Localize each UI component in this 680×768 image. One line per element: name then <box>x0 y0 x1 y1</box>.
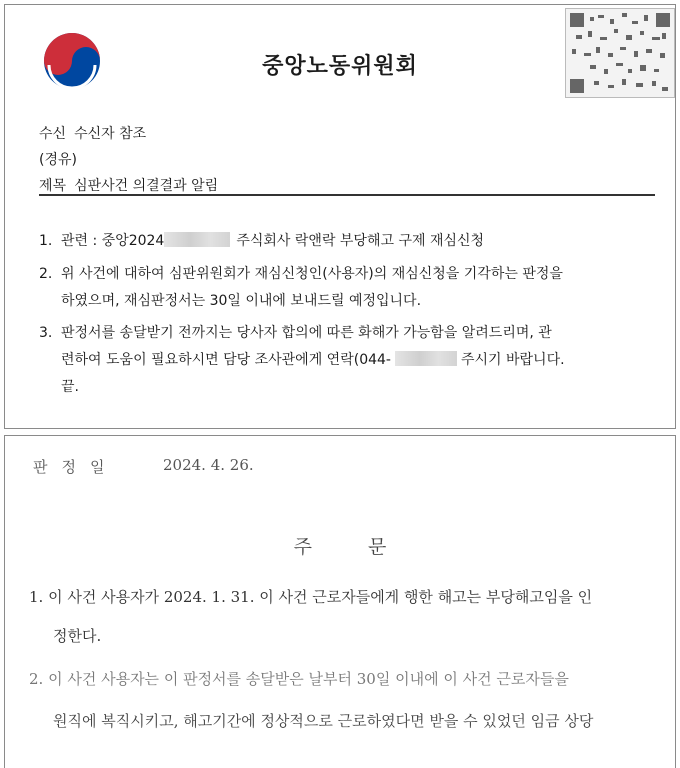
redacted-case-number <box>164 232 230 247</box>
via-line: (경유) <box>39 152 77 168</box>
redacted-phone-number <box>395 351 457 366</box>
item-text: 련하여 도움이 필요하시면 담당 조사관에게 연락(044- <box>61 352 391 368</box>
subject-line <box>39 175 218 195</box>
recipient-label: 수신 <box>39 126 67 142</box>
order-line: 2. 이 사건 사용자는 이 판정서를 송달받은 날부터 30일 이내에 이 사건 근로자들을 <box>29 670 569 688</box>
item-number: 3. <box>39 325 53 341</box>
notice-item <box>39 261 657 315</box>
recipient-line <box>39 123 146 143</box>
org-title: 중앙노동위원회 <box>262 54 418 79</box>
subject-divider <box>39 194 655 196</box>
order-heading: 주 문 <box>293 536 387 558</box>
notice-item <box>39 320 657 401</box>
order-line: 정한다. <box>53 627 102 645</box>
order-line: 원직에 복직시키고, 해고기간에 정상적으로 근로하였다면 받을 수 있었던 임금 상당 <box>53 712 594 730</box>
recipient-value: 수신자 참조 <box>74 126 147 142</box>
order-line: 1. 이 사건 사용자가 2024. 1. 31. 이 사건 근로자들에게 행한 해고는 부당해고임을 인 <box>29 588 593 606</box>
item-text: 주식회사 락앤락 부당해고 구제 재심신청 <box>236 233 485 249</box>
notice-item <box>39 228 657 255</box>
item-text: 위 사건에 대하여 심판위원회가 재심신청인(사용자)의 재심신청을 기각하는 판정을 <box>61 266 563 282</box>
item-text: 관련 : 중앙2024 <box>61 233 165 249</box>
ruling-date-label: 판정일 <box>33 458 119 476</box>
item-text: 하였으며, 재심판정서는 30일 이내에 보내드릴 예정입니다. <box>61 293 422 309</box>
ruling-document <box>4 435 676 768</box>
qr-code-icon <box>565 8 675 98</box>
item-number: 2. <box>39 266 53 282</box>
notice-document <box>4 4 676 429</box>
closing-mark: 끝. <box>61 379 79 395</box>
subject-label: 제목 <box>39 178 67 194</box>
ruling-date: 2024. 4. 26. <box>163 456 254 474</box>
item-number: 1. <box>39 233 53 249</box>
subject-value: 심판사건 의결결과 알림 <box>74 178 219 194</box>
item-text: 판정서를 송달받기 전까지는 당사자 합의에 따른 화해가 가능함을 알려드리며, 관 <box>61 325 552 341</box>
item-text: 주시기 바랍니다. <box>460 352 565 368</box>
